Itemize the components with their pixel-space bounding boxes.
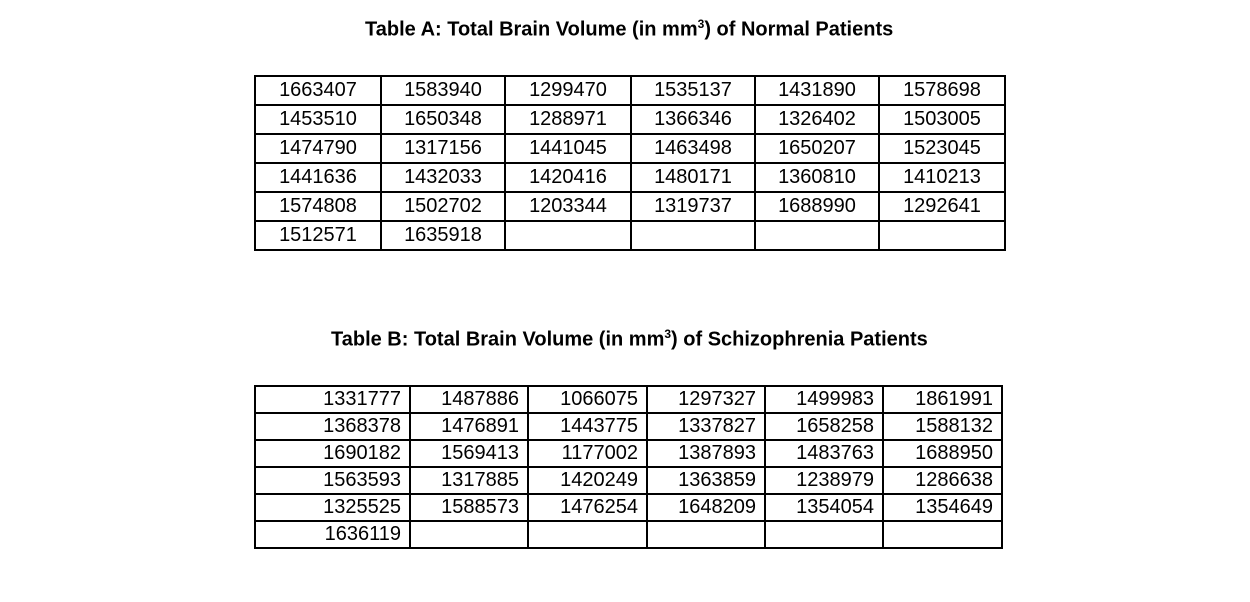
table-cell [765, 521, 883, 548]
table-cell: 1297327 [647, 386, 765, 413]
table-cell: 1317885 [410, 467, 528, 494]
table-row [255, 521, 1002, 548]
table-row [255, 386, 1002, 413]
table-cell: 1503005 [879, 105, 1005, 134]
table-cell: 1331777 [255, 386, 410, 413]
table-cell: 1441045 [505, 134, 631, 163]
table-cell: 1688990 [755, 192, 879, 221]
table-cell: 1354649 [883, 494, 1002, 521]
table-cell: 1648209 [647, 494, 765, 521]
table-cell: 1480171 [631, 163, 755, 192]
table-cell: 1238979 [765, 467, 883, 494]
table-row [255, 163, 1005, 192]
table-cell: 1453510 [255, 105, 381, 134]
table-cell: 1366346 [631, 105, 755, 134]
table-cell: 1512571 [255, 221, 381, 250]
table-b-title-superscript: 3 [664, 327, 672, 341]
table-cell: 1487886 [410, 386, 528, 413]
table-a-title-suffix: ) of Normal Patients [704, 18, 894, 41]
table-cell: 1663407 [255, 76, 381, 105]
table-cell: 1690182 [255, 440, 410, 467]
table-cell: 1688950 [883, 440, 1002, 467]
schizophrenia-patients-table [254, 385, 1003, 549]
table-row [255, 192, 1005, 221]
table-cell: 1288971 [505, 105, 631, 134]
table-cell: 1286638 [883, 467, 1002, 494]
table-cell: 1463498 [631, 134, 755, 163]
table-cell: 1650207 [755, 134, 879, 163]
table-cell: 1578698 [879, 76, 1005, 105]
table-cell: 1476254 [528, 494, 647, 521]
table-cell: 1443775 [528, 413, 647, 440]
table-cell: 1535137 [631, 76, 755, 105]
table-cell: 1441636 [255, 163, 381, 192]
normal-patients-table [254, 75, 1006, 251]
table-cell: 1203344 [505, 192, 631, 221]
table-cell: 1523045 [879, 134, 1005, 163]
table-cell: 1319737 [631, 192, 755, 221]
table-cell [755, 221, 879, 250]
table-cell: 1574808 [255, 192, 381, 221]
table-a-title-prefix: Table A: Total Brain Volume (in mm [365, 18, 698, 41]
table-cell: 1420249 [528, 467, 647, 494]
table-cell: 1420416 [505, 163, 631, 192]
table-cell: 1368378 [255, 413, 410, 440]
table-cell [647, 521, 765, 548]
table-cell: 1499983 [765, 386, 883, 413]
table-cell: 1326402 [755, 105, 879, 134]
table-cell [879, 221, 1005, 250]
table-row [255, 134, 1005, 163]
table-cell: 1476891 [410, 413, 528, 440]
table-row [255, 105, 1005, 134]
table-cell: 1410213 [879, 163, 1005, 192]
table-row [255, 413, 1002, 440]
table-b-title-prefix: Table B: Total Brain Volume (in mm [331, 328, 665, 351]
table-cell: 1650348 [381, 105, 505, 134]
table-cell: 1387893 [647, 440, 765, 467]
table-cell: 1066075 [528, 386, 647, 413]
table-cell: 1299470 [505, 76, 631, 105]
table-cell: 1569413 [410, 440, 528, 467]
table-row [255, 221, 1005, 250]
table-cell: 1588573 [410, 494, 528, 521]
table-row [255, 76, 1005, 105]
table-row [255, 467, 1002, 494]
table-b-title [331, 327, 928, 352]
table-cell: 1563593 [255, 467, 410, 494]
table-cell: 1483763 [765, 440, 883, 467]
table-cell: 1292641 [879, 192, 1005, 221]
table-cell: 1474790 [255, 134, 381, 163]
table-cell: 1583940 [381, 76, 505, 105]
table-a-title-superscript: 3 [697, 17, 705, 31]
table-cell: 1363859 [647, 467, 765, 494]
table-cell: 1502702 [381, 192, 505, 221]
table-row [255, 440, 1002, 467]
table-cell [528, 521, 647, 548]
table-cell: 1635918 [381, 221, 505, 250]
table-cell: 1636119 [255, 521, 410, 548]
table-row [255, 494, 1002, 521]
table-cell: 1658258 [765, 413, 883, 440]
table-cell: 1588132 [883, 413, 1002, 440]
table-cell: 1360810 [755, 163, 879, 192]
table-cell [410, 521, 528, 548]
table-cell [631, 221, 755, 250]
table-cell: 1432033 [381, 163, 505, 192]
table-b-title-suffix: ) of Schizophrenia Patients [671, 328, 928, 351]
table-cell: 1177002 [528, 440, 647, 467]
table-cell: 1431890 [755, 76, 879, 105]
table-cell: 1354054 [765, 494, 883, 521]
table-cell: 1317156 [381, 134, 505, 163]
table-cell [883, 521, 1002, 548]
table-cell: 1325525 [255, 494, 410, 521]
table-a-title [365, 17, 893, 42]
table-cell: 1861991 [883, 386, 1002, 413]
table-cell [505, 221, 631, 250]
table-cell: 1337827 [647, 413, 765, 440]
